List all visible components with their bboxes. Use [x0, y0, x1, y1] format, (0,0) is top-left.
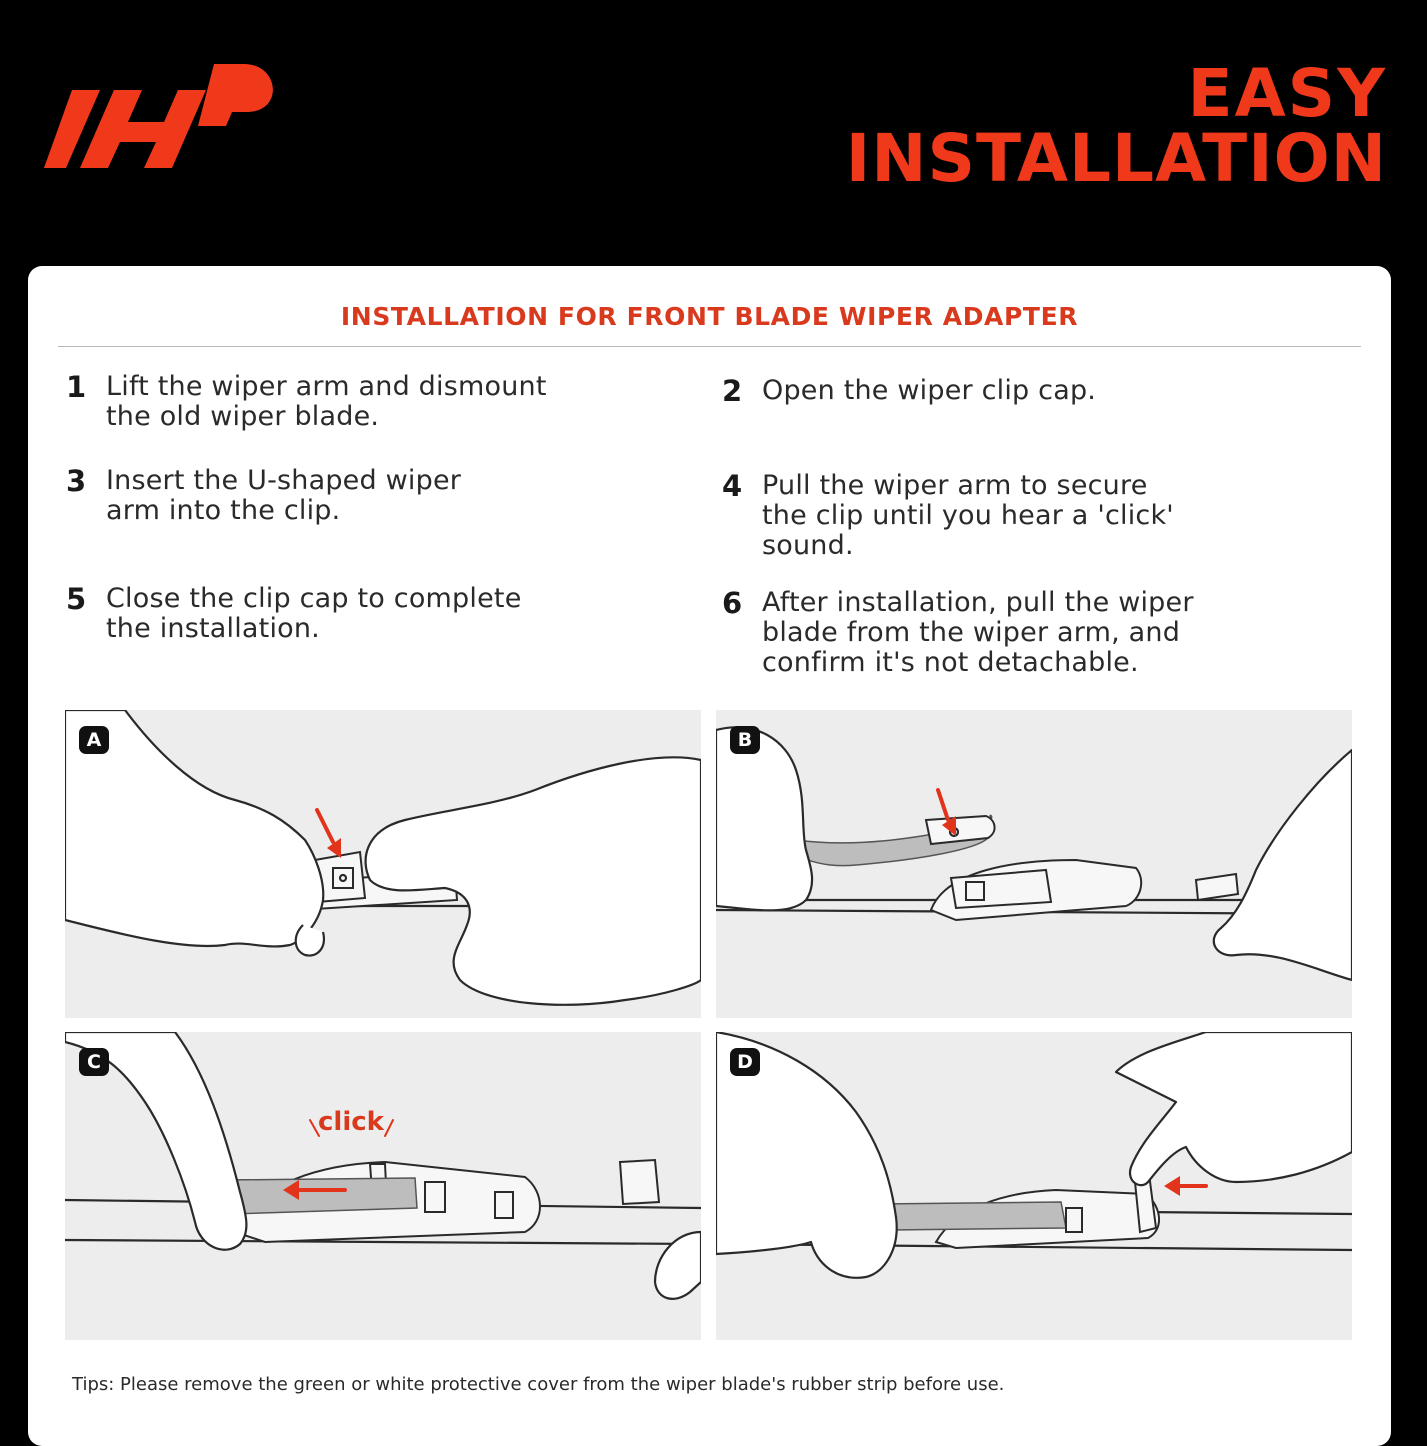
step-text: Insert the U-shaped wiper arm into the clip.: [106, 465, 462, 526]
headline: [845, 55, 1387, 197]
card-title: INSTALLATION FOR FRONT BLADE WIPER ADAPTER: [340, 302, 1079, 331]
illustration-panel-a: [65, 710, 701, 1018]
step-number: 1: [66, 370, 87, 404]
step-number: 6: [722, 586, 743, 620]
insert-arm-illustration: [65, 1032, 701, 1340]
illustration-panel-b: [716, 710, 1352, 1018]
panel-badge: C: [79, 1048, 109, 1076]
step-text: Lift the wiper arm and dismount the old wiper blade.: [106, 371, 547, 432]
step-5: [66, 584, 522, 644]
illustration-panel-d: [716, 1032, 1352, 1340]
panel-badge: B: [730, 726, 760, 754]
step-text: Close the clip cap to complete the installation.: [106, 583, 522, 644]
remove-blade-illustration: [65, 710, 701, 1018]
step-2: [722, 376, 1096, 406]
step-number: 3: [66, 464, 87, 498]
brand-logo: [44, 60, 284, 170]
instruction-card: [28, 266, 1391, 1446]
headline-line-2: INSTALLATION: [845, 119, 1387, 197]
illustration-panel-c: [65, 1032, 701, 1340]
step-6: [722, 588, 1194, 678]
click-annotation: click: [318, 1107, 384, 1137]
step-1: [66, 372, 547, 432]
divider: [58, 346, 1361, 347]
step-number: 4: [722, 469, 743, 503]
headline-line-1: EASY: [1187, 55, 1387, 132]
step-3: [66, 466, 461, 526]
step-number: 5: [66, 582, 87, 616]
step-number: 2: [722, 374, 743, 408]
tips-note: Tips: Please remove the green or white protective cover from the wiper blade's rubber strip before use.: [72, 1374, 1005, 1395]
open-clip-cap-illustration: [716, 710, 1352, 1018]
step-4: [722, 471, 1174, 561]
step-text: After installation, pull the wiper blade from the wiper arm, and confirm it's not detachable.: [762, 587, 1194, 678]
step-text: Pull the wiper arm to secure the clip until you hear a 'click' sound.: [762, 470, 1174, 561]
panel-badge: A: [79, 726, 109, 754]
step-text: Open the wiper clip cap.: [762, 375, 1097, 406]
panel-badge: D: [730, 1048, 760, 1076]
verify-secure-illustration: [716, 1032, 1352, 1340]
